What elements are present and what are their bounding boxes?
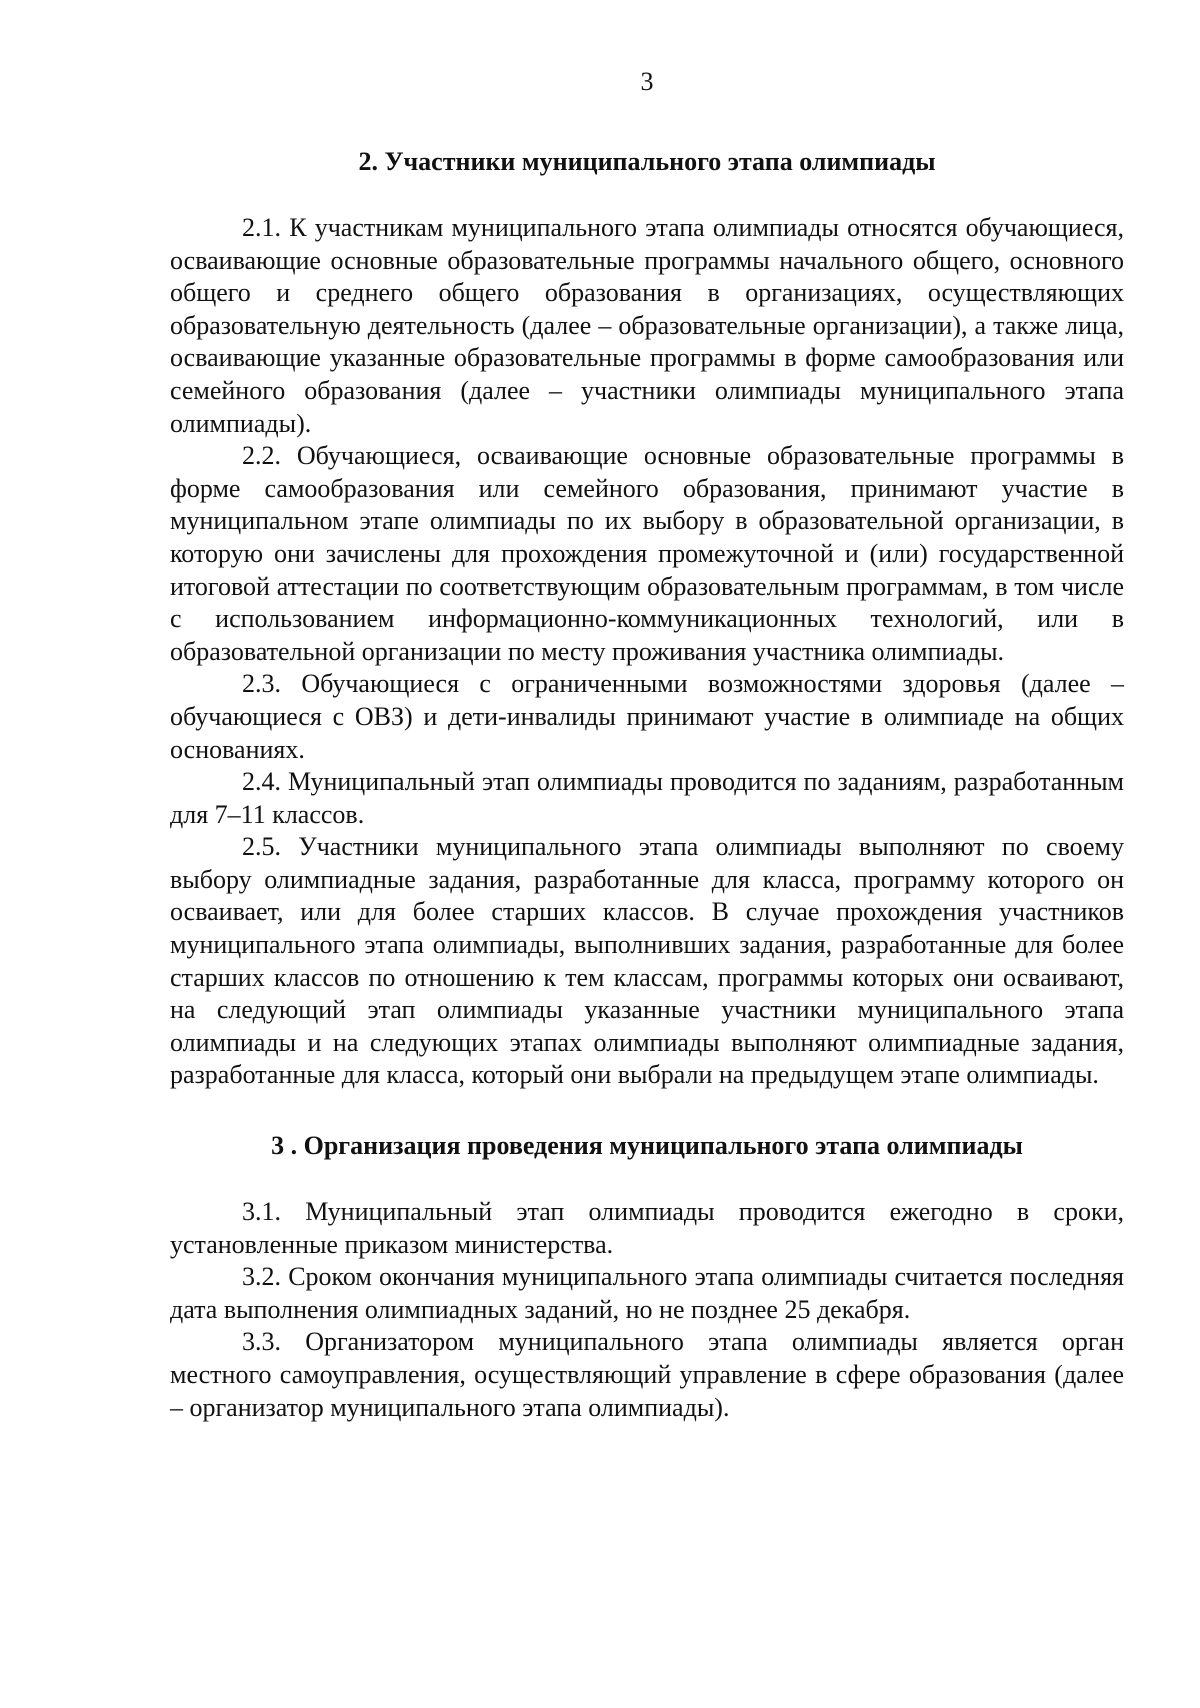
- section-heading-participants: 2. Участники муниципального этапа олимпиады: [358, 147, 936, 176]
- paragraph-2-5: 2.5. Участники муниципального этапа олимпиады выполняют по своему выбору олимпиадные задания, разработанные для класса, программу которого он осваивает, или для более старших классов. В случае прохождения участников муниципального этапа олимпиады, выполнивших задания, разработанные для более старших классов по отношению к тем классам, программы которых они осваивают, на следующий этап олимпиады указанные участники муниципального этапа олимпиады и на следующих этапах олимпиады выполняют олимпиадные задания, разработанные для класса, который они выбрали на предыдущем этапе олимпиады.: [170, 832, 1124, 1090]
- paragraph-2-3: 2.3. Обучающиеся с ограниченными возможностями здоровья (далее – обучающиеся с ОВЗ) и дети-инвалиды принимают участие в олимпиаде на общих основаниях.: [170, 669, 1124, 764]
- paragraph-2-2: 2.2. Обучающиеся, осваивающие основные образовательные программы в форме самообразования или семейного образования, принимают участие в муниципальном этапе олимпиады по их выбору в образовательной организации, в которую они зачислены для прохождения промежуточной и (или) государственной итоговой аттестации по соответствующим образовательным программам, в том числе с использованием информационно-коммуникационных технологий, или в образовательной организации по месту проживания участника олимпиады.: [170, 441, 1124, 666]
- paragraph-2-4: 2.4. Муниципальный этап олимпиады проводится по заданиям, разработанным для 7–11 классов.: [170, 767, 1124, 829]
- paragraph-2-1: 2.1. К участникам муниципального этапа олимпиады относятся обучающиеся, осваивающие основные образовательные программы начального общего, основного общего и среднего общего образования в организациях, осуществляющих образовательную деятельность (далее – образовательные организации), а также лица, осваивающие указанные образовательные программы в форме самообразования или семейного образования (далее – участники олимпиады муниципального этапа олимпиады).: [170, 213, 1124, 438]
- paragraph-3-2: 3.2. Сроком окончания муниципального этапа олимпиады считается последняя дата выполнения олимпиадных заданий, но не позднее 25 декабря.: [170, 1262, 1124, 1324]
- section-heading-organization: 3 . Организация проведения муниципального этапа олимпиады: [271, 1131, 1023, 1161]
- paragraph-3-3: 3.3. Организатором муниципального этапа олимпиады является орган местного самоуправления, осуществляющий управление в сфере образования (далее – организатор муниципального этапа олимпиады).: [170, 1327, 1124, 1422]
- page-number: 3: [640, 67, 654, 96]
- paragraph-3-1: 3.1. Муниципальный этап олимпиады проводится ежегодно в сроки, установленные приказом министерства.: [170, 1197, 1124, 1259]
